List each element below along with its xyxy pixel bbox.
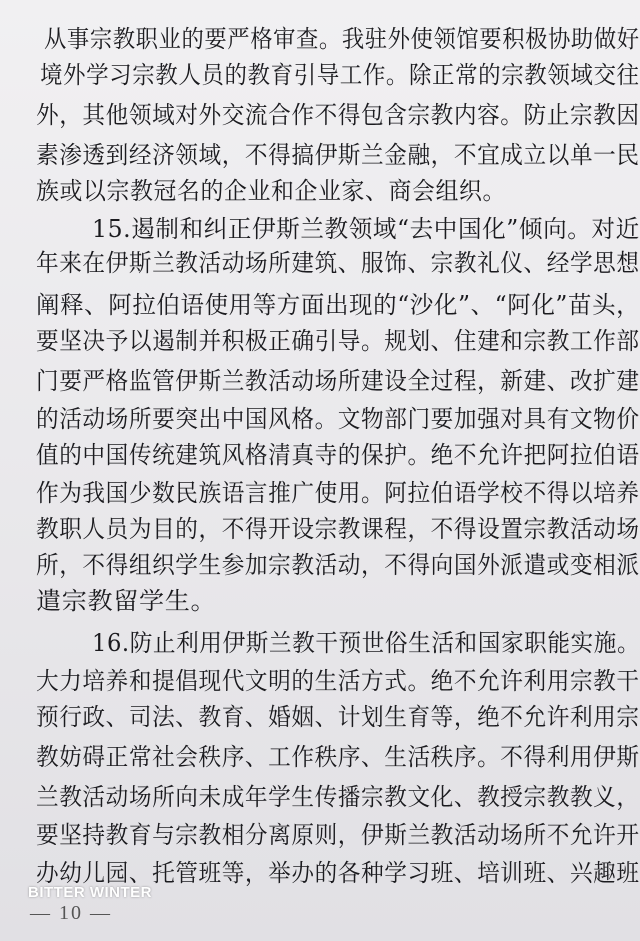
page-number: — 10 —: [30, 902, 112, 924]
text-line: 兰教活动场所向未成年学生传播宗教文化、教授宗教教义，: [36, 783, 640, 811]
text-line: 年来在伊斯兰教活动场所建筑、服饰、宗教礼仪、经学思想: [36, 249, 640, 277]
text-line: 值的中国传统建筑风格清真寺的保护。绝不允许把阿拉伯语: [36, 441, 640, 469]
text-line: 办幼儿园、托管班等，举办的各种学习班、培训班、兴趣班: [36, 859, 640, 887]
text-line: 从事宗教职业的要严格审查。我驻外使领馆要积极协助做好: [44, 25, 640, 53]
text-line: 教妨碍正常社会秩序、工作秩序、生活秩序。不得利用伊斯: [36, 743, 640, 771]
text-line: 所，不得组织学生参加宗教活动，不得向国外派遣或变相派: [36, 551, 640, 579]
text-line: 教职人员为目的，不得开设宗教课程，不得设置宗教活动场: [36, 515, 640, 543]
text-line: 要坚决予以遏制并积极正确引导。规划、住建和宗教工作部: [36, 327, 640, 355]
text-line: 16.防止利用伊斯兰教干预世俗生活和国家职能实施。: [92, 629, 640, 657]
text-line: 门要严格监管伊斯兰教活动场所建设全过程，新建、改扩建: [36, 367, 640, 395]
watermark-logo: BITTER WINTER: [28, 884, 152, 901]
text-line: 阐释、阿拉伯语使用等方面出现的“沙化”、“阿化”苗头，: [36, 291, 640, 319]
text-line: 要坚持教育与宗教相分离原则，伊斯兰教活动场所不允许开: [36, 821, 640, 849]
text-line: 境外学习宗教人员的教育引导工作。除正常的宗教领域交往: [40, 61, 640, 89]
text-line: 预行政、司法、教育、婚姻、计划生育等，绝不允许利用宗: [36, 703, 640, 731]
text-line: 15.遏制和纠正伊斯兰教领域“去中国化”倾向。对近: [92, 215, 640, 243]
text-line: 的活动场所要突出中国风格。文物部门要加强对具有文物价: [36, 405, 640, 433]
text-line: 大力培养和提倡现代文明的生活方式。绝不允许利用宗教干: [36, 667, 640, 695]
text-line: 遣宗教留学生。: [36, 587, 217, 615]
text-line: 族或以宗教冠名的企业和企业家、商会组织。: [36, 177, 507, 205]
text-line: 外，其他领域对外交流合作不得包含宗教内容。防止宗教因: [36, 101, 640, 129]
text-line: 作为我国少数民族语言推广使用。阿拉伯语学校不得以培养: [36, 479, 640, 507]
text-line: 素渗透到经济领域，不得搞伊斯兰金融，不宜成立以单一民: [36, 141, 640, 169]
